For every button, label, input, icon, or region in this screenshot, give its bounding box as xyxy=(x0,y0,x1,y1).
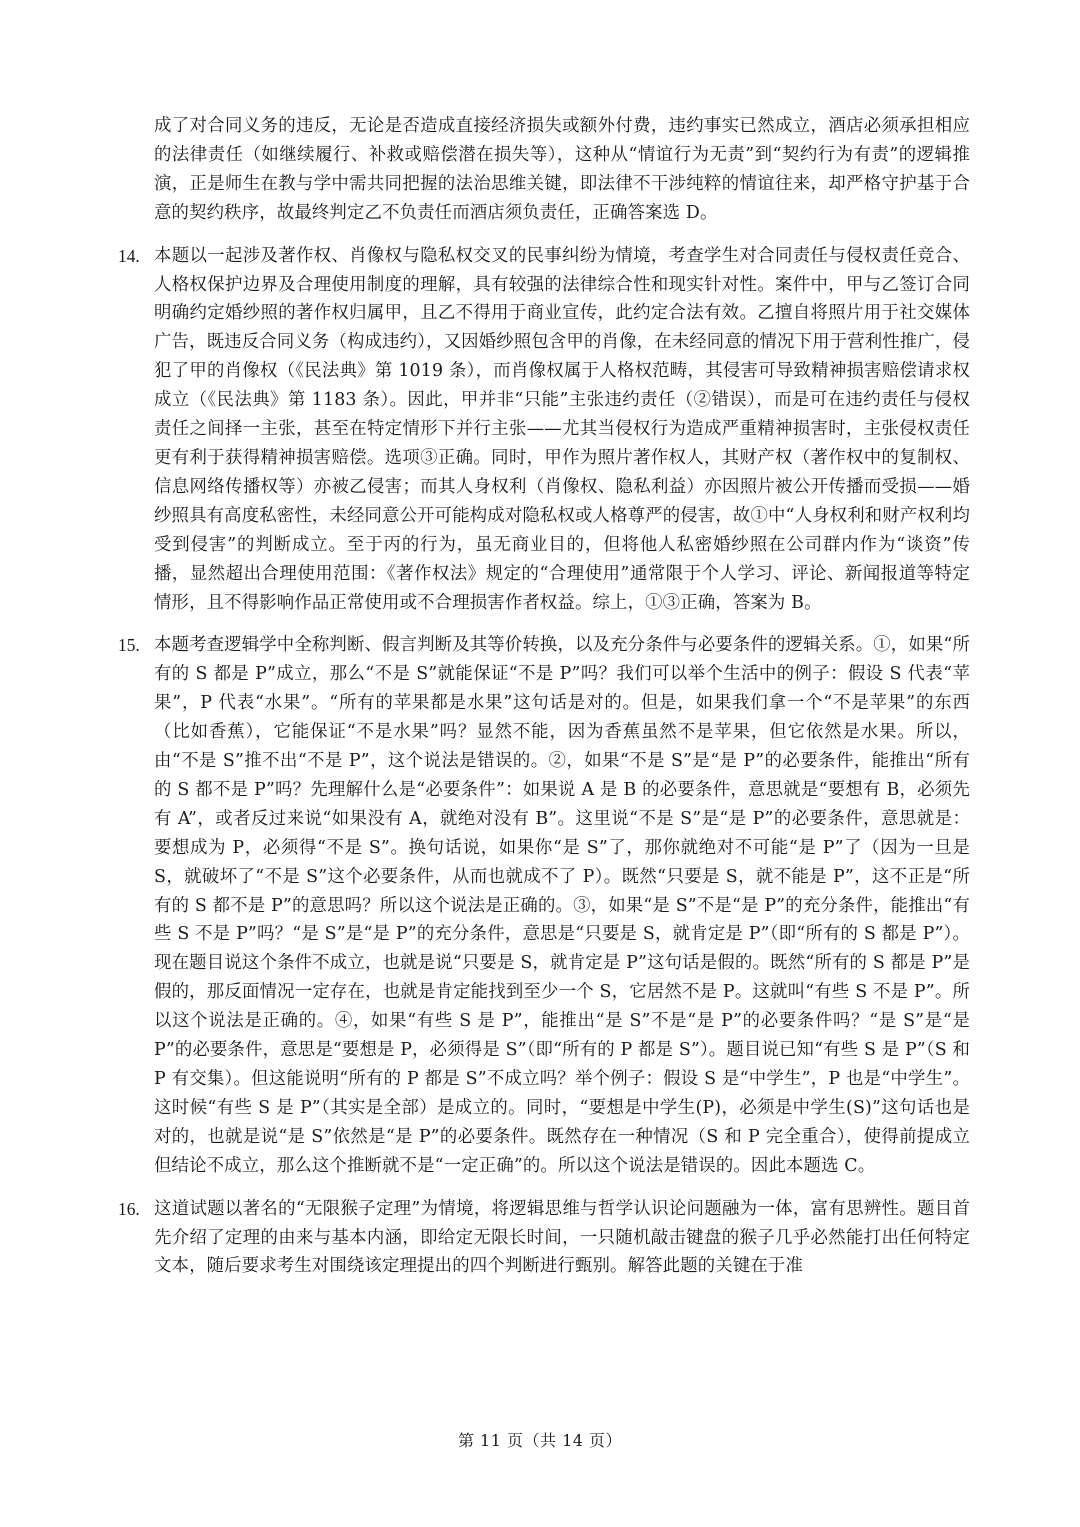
answer-item-16 xyxy=(118,1195,970,1282)
item-text: 这道试题以著名的“无限猴子定理”为情境，将逻辑思维与哲学认识论问题融为一体，富有思辨性。题目首先介绍了定理的由来与基本内涵，即给定无限长时间，一只随机敲击键盘的猴子几乎必然能打出任何特定文本，随后要求考生对围绕该定理提出的四个判断进行甄别。解答此题的关键在于准 xyxy=(154,1198,970,1277)
continued-paragraph: 成了对合同义务的违反，无论是否造成直接经济损失或额外付费，违约事实已然成立，酒店必须承担相应的法律责任（如继续履行、补救或赔偿潜在损失等），这种从“情谊行为无责”到“契约行为有责”的逻辑推演，正是师生在教与学中需共同把握的法治思维关键，即法律不干涉纯粹的情谊往来，却严格守护基于合意的契约秩序，故最终判定乙不负责任而酒店须负责任，正确答案选 D。 xyxy=(154,116,970,223)
item-text: 本题以一起涉及著作权、肖像权与隐私权交叉的民事纠纷为情境，考查学生对合同责任与侵权责任竞合、人格权保护边界及合理使用制度的理解，具有较强的法律综合性和现实针对性。案件中，甲与乙签订合同明确约定婚纱照的著作权归属甲，且乙不得用于商业宣传，此约定合法有效。乙擅自将照片用于社交媒体广告，既违反合同义务（构成违约），又因婚纱照包含甲的肖像，在未经同意的情况下用于营利性推广，侵犯了甲的肖像权（《民法典》第 1019 条），而肖像权属于人格权范畴，其侵害可导致精神损害赔偿请求权成立（《民法典》第 1183 条）。因此，甲并非“只能”主张违约责任（②错误），而是可在违约责任与侵权责任之间择一主张，甚至在特定情形下并行主张——尤其当侵权行为造成严重精神损害时，主张侵权责任更有利于获得精神损害赔偿。选项③正确。同时，甲作为照片著作权人，其财产权（著作权中的复制权、信息网络传播权等）亦被乙侵害；而其人身权利（肖像权、隐私利益）亦因照片被公开传播而受损——婚纱照具有高度私密性，未经同意公开可能构成对隐私权或人格尊严的侵害，故①中“人身权利和财产权利均受到侵害”的判断成立。至于丙的行为，虽无商业目的，但将他人私密婚纱照在公司群内作为“谈资”传播，显然超出合理使用范围：《著作权法》规定的“合理使用”通常限于个人学习、评论、新闻报道等特定情形，且不得影响作品正常使用或不合理损害作者权益。综上，①③正确，答案为 B。 xyxy=(154,245,970,613)
item-number: 16. xyxy=(118,1198,140,1219)
page-content xyxy=(118,112,970,1295)
item-number: 15. xyxy=(118,635,140,656)
page-footer: 第 11 页（共 14 页） xyxy=(457,1431,623,1450)
item-number: 14. xyxy=(118,245,140,266)
answer-item-14 xyxy=(118,242,970,618)
answer-item-15 xyxy=(118,631,970,1180)
item-text: 本题考查逻辑学中全称判断、假言判断及其等价转换，以及充分条件与必要条件的逻辑关系。①，如果“所有的 S 都是 P”成立，那么“不是 S”就能保证“不是 P”吗？我们可以举个生活中的例子：假设 S 代表“苹果”，P 代表“水果”。“所有的苹果都是水果”这句话是对的。但是，如果我们拿一个“不是苹果”的东西（比如香蕉），它能保证“不是水果”吗？显然不能，因为香蕉虽然不是苹果，但它依然是水果。所以，由“不是 S”推不出“不是 P”，这个说法是错误的。②，如果“不是 S”是“是 P”的必要条件，能推出“所有的 S 都不是 P”吗？先理解什么是“必要条件”：如果说 A 是 B 的必要条件，意思就是“要想有 B，必须先有 A”，或者反过来说“如果没有 A，就绝对没有 B”。这里说“不是 S”是“是 P”的必要条件，意思就是：要想成为 P，必须得“不是 S”。换句话说，如果你“是 S”了，那你就绝对不可能“是 P”了（因为一旦是 S，就破坏了“不是 S”这个必要条件，从而也就成不了 P）。既然“只要是 S，就不能是 P”，这不正是“所有的 S 都不是 P”的意思吗？所以这个说法是正确的。③，如果“是 S”不是“是 P”的充分条件，能推出“有些 S 不是 P”吗？“是 S”是“是 P”的充分条件，意思是“只要是 S，就肯定是 P”（即“所有的 S 都是 P”）。现在题目说这个条件不成立，也就是说“只要是 S，就肯定是 P”这句话是假的。既然“所有的 S 都是 P”是假的，那反面情况一定存在，也就是肯定能找到至少一个 S，它居然不是 P。这就叫“有些 S 不是 P”。所以这个说法是正确的。④，如果“有些 S 是 P”，能推出“是 S”不是“是 P”的必要条件吗？“是 S”是“是 P”的必要条件，意思是“要想是 P，必须得是 S”（即“所有的 P 都是 S”）。题目说已知“有些 S 是 P”（S 和 P 有交集）。但这能说明“所有的 P 都是 S”不成立吗？举个例子：假设 S 是“中学生”，P 也是“中学生”。这时候“有些 S 是 P”（其实是全部）是成立的。同时，“要想是中学生(P)，必须是中学生(S)”这句话也是对的，也就是说“是 S”依然是“是 P”的必要条件。既然存在一种情况（S 和 P 完全重合），使得前提成立但结论不成立，那么这个推断就不是“一定正确”的。所以这个说法是错误的。因此本题选 C。 xyxy=(154,635,970,1176)
